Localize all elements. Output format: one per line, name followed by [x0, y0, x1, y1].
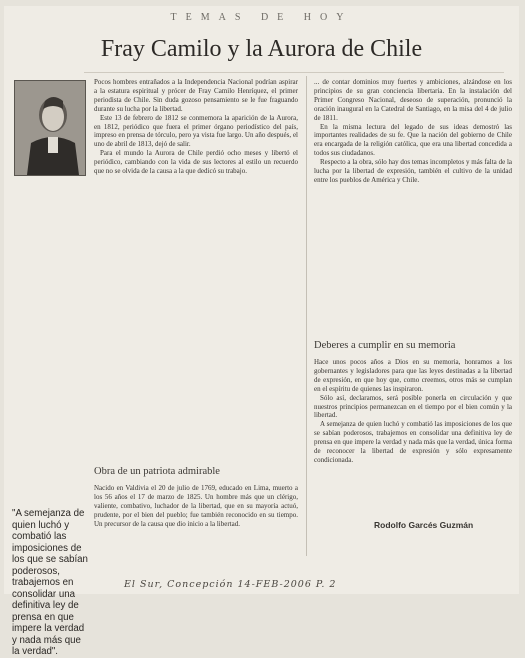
portrait-photo: [14, 80, 86, 176]
paragraph: Sólo así, declaramos, será posible ponerla en circulación y que nuestros principios permanezcan en el tiempo por el bien común y la libertad.: [314, 393, 512, 420]
byline: Rodolfo Garcés Guzmán: [374, 520, 474, 530]
article-column-left: [94, 78, 298, 176]
portrait-illustration: [15, 81, 85, 175]
paragraph: ... de contar dominios muy fuertes y ambiciones, alzándose en los principios de su gran conciencia libertaria. En la instalación del Primer Congreso Nacional, deseoso de superación, pronunció la oración inaugural en la Catedral de Santiago, en la misa del 4 de julio de 1811.: [314, 78, 512, 122]
paragraph: Nacido en Valdivia el 20 de julio de 1769, educado en Lima, muerto a los 56 años el 17 de marzo de 1825. Un hombre más que un clérigo, valiente, combativo, luchador de la libertad, que en su mayoría actuó, prudente, por el bien del pueblo; fue también reconocido en su tiempo. Un precursor de la causa que dio inicio a la libertad.: [94, 484, 298, 528]
newspaper-clipping: [4, 6, 519, 657]
article-column-right-bottom: [314, 358, 512, 465]
section-kicker: TEMAS DE HOY: [170, 12, 353, 23]
article-column-left-bottom: [94, 484, 298, 529]
handwritten-source-note: El Sur, Concepción 14-FEB-2006 P. 2: [124, 579, 337, 590]
paragraph: Este 13 de febrero de 1812 se conmemora la aparición de la Aurora, en 1812, periódico que fuera el primer órgano periodístico del país, impreso en prensa de tórculo, pero ya vista fue largo. Un año después, el uno de abril de 1813, dejó de salir.: [94, 113, 298, 149]
paragraph: Pocos hombres entrañados a la Independencia Nacional podrían aspirar a la estatura espiritual y prócer de Fray Camilo Henríquez, el primer periodista de Chile. Sin duda gozoso pensamiento se le fue fraguando durante su lucha por la libertad.: [94, 78, 298, 113]
paragraph: Hace unos pocos años a Dios en su memoria, honramos a los gobernantes y legisladores para que las leyes destinadas a la libertad de expresión, en que hoy que, como creemos, otros más se cumplan en el espíritu de quienes las inspiraron.: [314, 358, 512, 393]
headline: Fray Camilo y la Aurora de Chile: [100, 36, 423, 62]
header-rule: [84, 72, 504, 73]
paragraph: Para el mundo la Aurora de Chile perdió ocho meses y libertó el periódico, cambiando con la vida de sus lectores al estilo un recuerdo que no se olvida de la causa a la que dedicó su trabajo.: [94, 149, 298, 176]
paragraph: Respecto a la obra, sólo hay dos temas incompletos y más falta de la lucha por la libertad de expresión, también el cultivo de la unidad entre los pueblos de América y Chile.: [314, 158, 512, 184]
column-divider: [306, 76, 307, 556]
paragraph: En la misma lectura del legado de sus ideas demostró las importantes realidades de su fe. Que la nación del gobierno de Chile era encargada de la religión católica, que era una libertad concedida a todos sus ciudadanos.: [314, 122, 512, 158]
subhead-deberes: Deberes a cumplir en su memoria: [314, 340, 456, 351]
pull-quote: "A semejanza de quien luchó y combatió las imposiciones de los que se sabían poderosos, trabajemos en consolidar una definitiva ley de prensa en que impere la verdad y nada más que la verdad".: [12, 508, 88, 657]
article-column-right: [314, 78, 512, 185]
subhead-obra: Obra de un patriota admirable: [94, 466, 220, 477]
paragraph: A semejanza de quien luchó y combatió las imposiciones de los que se sabían poderosos, trabajemos en consolidar una definitiva ley de prensa en que impere la verdad y nada más que la verdad, única forma de reconocer la libertad de expresión y sólo expresamente condicionada.: [314, 420, 512, 464]
